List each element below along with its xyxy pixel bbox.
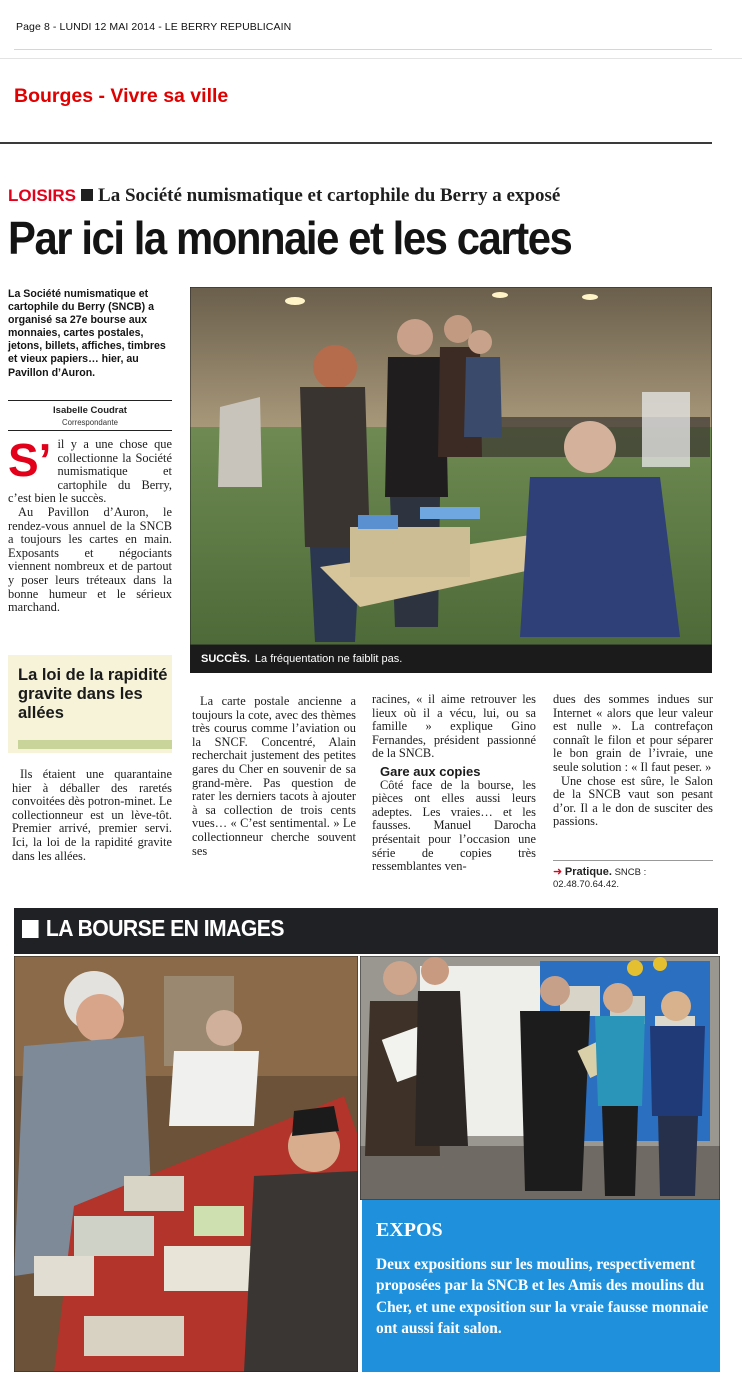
expos-title: EXPOS	[376, 1219, 443, 1241]
article-headline: Par ici la monnaie et les cartes	[8, 212, 572, 264]
gallery-photo-left	[14, 956, 358, 1372]
header-rule	[14, 49, 712, 50]
section-title: Bourges - Vivre sa ville	[14, 85, 229, 107]
pratique-arrow-icon: ➜	[553, 866, 563, 878]
kicker-text: La Société numismatique et cartophile du Berry a exposé	[98, 185, 561, 206]
byline-rule-bottom	[8, 430, 172, 431]
column-1-paragraph	[12, 768, 172, 863]
header-rule-light	[0, 58, 742, 59]
sidebox-title: La loi de la rapidité gravite dans les allées	[18, 666, 168, 722]
page-folio: Page 8 - LUNDI 12 MAI 2014 - LE BERRY REPUBLICAIN	[16, 21, 292, 33]
column-2-text: La carte postale ancienne a toujours la cote, avec des thèmes très courus comme l’aviation ou la SNCF. Concentré, Alain recherchait justement des petites gares du Cher en souvenir de sa grand-mère. Pas question de rater les derniers tacots à ajouter à sa collection de trois cents vues… « C’est sentimental. » Le collectionneur cherche souvent ses	[192, 694, 356, 858]
column-3-paragraph-2: Côté face de la bourse, les pièces ont elles aussi leurs adeptes. Les vraies… et les fausses. Manuel Darocha présentait pour l’occasion une série de copies très ressemblantes ven-	[372, 777, 536, 874]
intro-paragraph-1: il y a une chose que collectionne la Société numismatique et cartophile du Berry, c’est bien le succès.	[8, 437, 172, 506]
pratique-phone: 02.48.70.64.42.	[553, 879, 620, 890]
caption-label: SUCCÈS.	[201, 653, 250, 665]
byline-rule-top	[8, 400, 172, 401]
sidebox-accent-bar	[18, 740, 172, 749]
dropcap: S’	[8, 434, 52, 486]
intro-text	[8, 434, 172, 615]
column-4-paragraph-2: Une chose est sûre, le Salon de la SNCB vaut son pesant d’or. Il a le don de susciter des passions.	[553, 773, 713, 829]
gallery-photo-left-illustration	[14, 956, 358, 1372]
main-photo	[190, 287, 712, 645]
kicker-square-icon	[81, 189, 93, 201]
gallery-square-icon	[22, 920, 39, 938]
intro-paragraph-2: Au Pavillon d’Auron, le rendez-vous annuel de la SNCB a toujours les cartes en main. Exposants et négociants viennent nombreux et de partout y poser leurs tréteaux dans la bonne humeur et le sérieux marchand.	[8, 504, 172, 615]
section-rule	[0, 142, 712, 144]
column-3-subhead: Gare aux copies	[380, 763, 481, 779]
column-4-paragraph-1: dues des sommes indues sur Internet « alors que leur valeur est nulle ». La contrefaçon connaît le filon et pour séparer le bon grain de l’ivraie, une seule solution : « Il faut peser. »	[553, 692, 713, 774]
gallery-photo-right-illustration	[360, 956, 720, 1200]
column-2-paragraph	[192, 695, 356, 858]
pratique-label: Pratique.	[564, 866, 612, 878]
column-1-text: Ils étaient une quarantaine hier à déballer des raretés convoitées dès potron-minet. Le collectionneur est un lève-tôt. Premier arrivé, premier servi. Ici, la loi de la rapidité gravite dans les allées.	[12, 767, 172, 863]
gallery-title	[22, 915, 284, 942]
main-photo-caption	[190, 645, 712, 673]
column-4	[553, 693, 713, 829]
column-3	[372, 693, 536, 874]
article-kicker	[8, 185, 560, 207]
article-chapeau: La Société numismatique et cartophile du Berry (SNCB) a organisé sa 27e bourse aux monnaies, cartes postales, jetons, billets, affiches, timbres et vieux papiers… hier, au Pavillon d’Auron.	[8, 288, 166, 379]
gallery-photo-right	[360, 956, 720, 1200]
gallery-title-text: LA BOURSE EN IMAGES	[45, 915, 284, 941]
pratique-rule	[553, 860, 713, 861]
caption-text: La fréquentation ne faiblit pas.	[254, 653, 403, 665]
byline-role: Correspondante	[62, 418, 118, 427]
pratique-box	[553, 866, 713, 891]
kicker-label: LOISIRS	[8, 186, 77, 205]
main-photo-illustration	[190, 287, 712, 645]
pratique-org: SNCB :	[614, 867, 647, 878]
column-3-paragraph-1: racines, « il aime retrouver les lieux où il a vécu, lui, ou sa famille » explique Gino Fernandes, président passionné de la SNCB.	[372, 692, 536, 761]
byline-author: Isabelle Coudrat	[53, 405, 127, 416]
expos-text: Deux expositions sur les moulins, respectivement proposées par la SNCB et les Amis des moulins du Cher, et une exposition sur la vraie fausse monnaie ont aussi fait salon.	[376, 1256, 709, 1338]
